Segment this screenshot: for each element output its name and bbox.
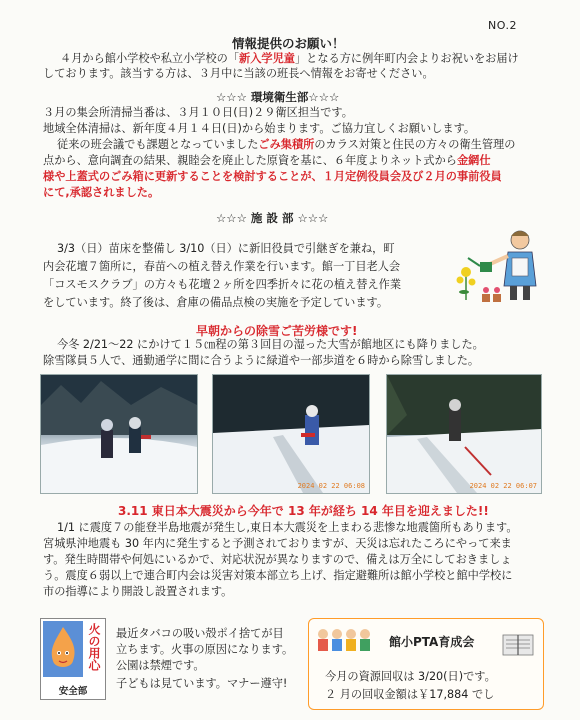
quake-line-5: 市の指導により開設し設置されます。	[43, 585, 233, 598]
facility-line-1: 3/3（日）苗床を整備し 3/10（日）に新旧役員で引継ぎを兼ね，町	[57, 242, 395, 255]
safety-line-3: 公園は禁煙です。	[116, 659, 205, 672]
photo-stamp-2: 2024 02 22 06:07	[469, 482, 537, 490]
env-line-3-pre: 従来の班会議でも課題となっていました	[57, 138, 259, 151]
pta-line-1: 今月の資源回収は 3/20(日)です。	[325, 670, 496, 683]
safety-label: 安全部	[58, 686, 88, 697]
gardening-illustration	[456, 222, 552, 310]
children-recycling-icon	[315, 625, 381, 655]
pta-title: 館小PTA育成会	[389, 635, 475, 649]
snow-heading: 早朝からの除雪ご苦労様です!	[196, 324, 358, 338]
env-line-3-post: のカラス対策と住民の方々の衛生管理の	[314, 138, 516, 151]
notice-highlight: 新入学児童	[239, 52, 295, 65]
notice-line-1-pre: ４月から館小学校や私立小学校の「	[60, 52, 240, 65]
snow-line-2: 除雪隊員５人で、通勤通学に間に合うように緑道や一部歩道を６時から除雪しました。	[43, 354, 480, 367]
quake-line-1: 1/1 に震度７の能登半島地震が発生し,東日本大震災を上まわる悲惨な地震箇所もあります。	[57, 521, 518, 534]
poster-text: 火の用心	[87, 623, 101, 671]
env-line-4-pre: 点から、意向調査の結果、親睦会を廃止した原資を基に、６年度よりネット式から	[43, 154, 457, 167]
quake-heading: 3.11 東日本大震災から今年で 13 年が経ち 14 年目を迎えました!!	[118, 504, 489, 518]
safety-line-2: 立ちます。火事の原因になります。	[116, 643, 294, 656]
notice-title: 情報提供のお願い！	[232, 36, 345, 51]
env-line-4	[43, 153, 491, 169]
safety-line-1: 最近タバコの吸い殻ポイ捨てが目	[116, 627, 284, 640]
safety-line-4: 子どもは見ています。マナー遵守!	[116, 677, 288, 690]
env-highlight-2: 金網仕	[456, 154, 491, 167]
env-line-6: にて,承認されました。	[43, 186, 160, 199]
notice-line-1	[60, 51, 519, 67]
page-number: NO.2	[488, 19, 517, 32]
quake-line-4: う。震度６弱以上で連合町内会は災害対策本部立ち上げ、指定避難所は館小学校と館中学校に	[43, 569, 513, 582]
pta-line-2: ２ 月の回収金額は￥17,884 でし	[325, 688, 495, 701]
snow-photo-3	[386, 374, 542, 494]
facility-heading: ☆☆☆ 施 設 部 ☆☆☆	[216, 211, 329, 225]
pta-box	[308, 618, 544, 710]
fire-mascot-icon	[43, 621, 83, 677]
env-line-1: ３月の集会所清掃当番は、３月１０日(日)２９衛区担当です。	[43, 106, 353, 119]
env-line-3	[57, 137, 515, 153]
snow-line-1: 今冬 2/21〜22 にかけて１５㎝程の第３回目の湿った大雪が館地区にも降りました。	[57, 338, 484, 351]
env-line-5: 様や上蓋式のごみ箱に更新することを検討することが、１月定例役員会及び２月の事前役員	[43, 170, 502, 183]
newspaper-bundle-icon	[501, 629, 535, 657]
facility-line-3: 「コスモスクラブ」の方々も花壇２ヶ所を四季折々に花の植え替え作業	[43, 278, 402, 291]
facility-line-2: 内会花壇７箇所に，春苗への植え替え作業を行います。館一丁目老人会	[43, 260, 401, 273]
quake-line-3: す。発生時間帯や何処にいるかで、対応状況が異なりますので、備えは万全にしておきましょ	[43, 553, 512, 566]
snow-photo-1	[40, 374, 198, 494]
photo-stamp-1: 2024 02 22 06:08	[297, 482, 365, 490]
notice-line-1-post: 」となる方に例年町内会よりお祝いをお届け	[294, 52, 519, 65]
notice-line-2: しております。該当する方は、３月中に当該の班長へ情報をお寄せください。	[43, 67, 434, 80]
env-line-2: 地域全体清掃は、新年度４月１４日(日)から始まります。ご協力宜しくお願いします。	[43, 122, 476, 135]
snow-photo-2	[212, 374, 370, 494]
env-heading: ☆☆☆ 環境衛生部☆☆☆	[216, 90, 340, 104]
env-highlight-1: ごみ集積所	[258, 138, 315, 151]
fire-safety-poster	[40, 618, 106, 700]
facility-line-4: をしています。終了後は、倉庫の備品点検の実施を予定しています。	[43, 296, 389, 309]
quake-line-2: 宮城県沖地震も 30 年内に発生すると予測されておりますが、天災は忘れたころにやって来ま	[43, 537, 512, 550]
